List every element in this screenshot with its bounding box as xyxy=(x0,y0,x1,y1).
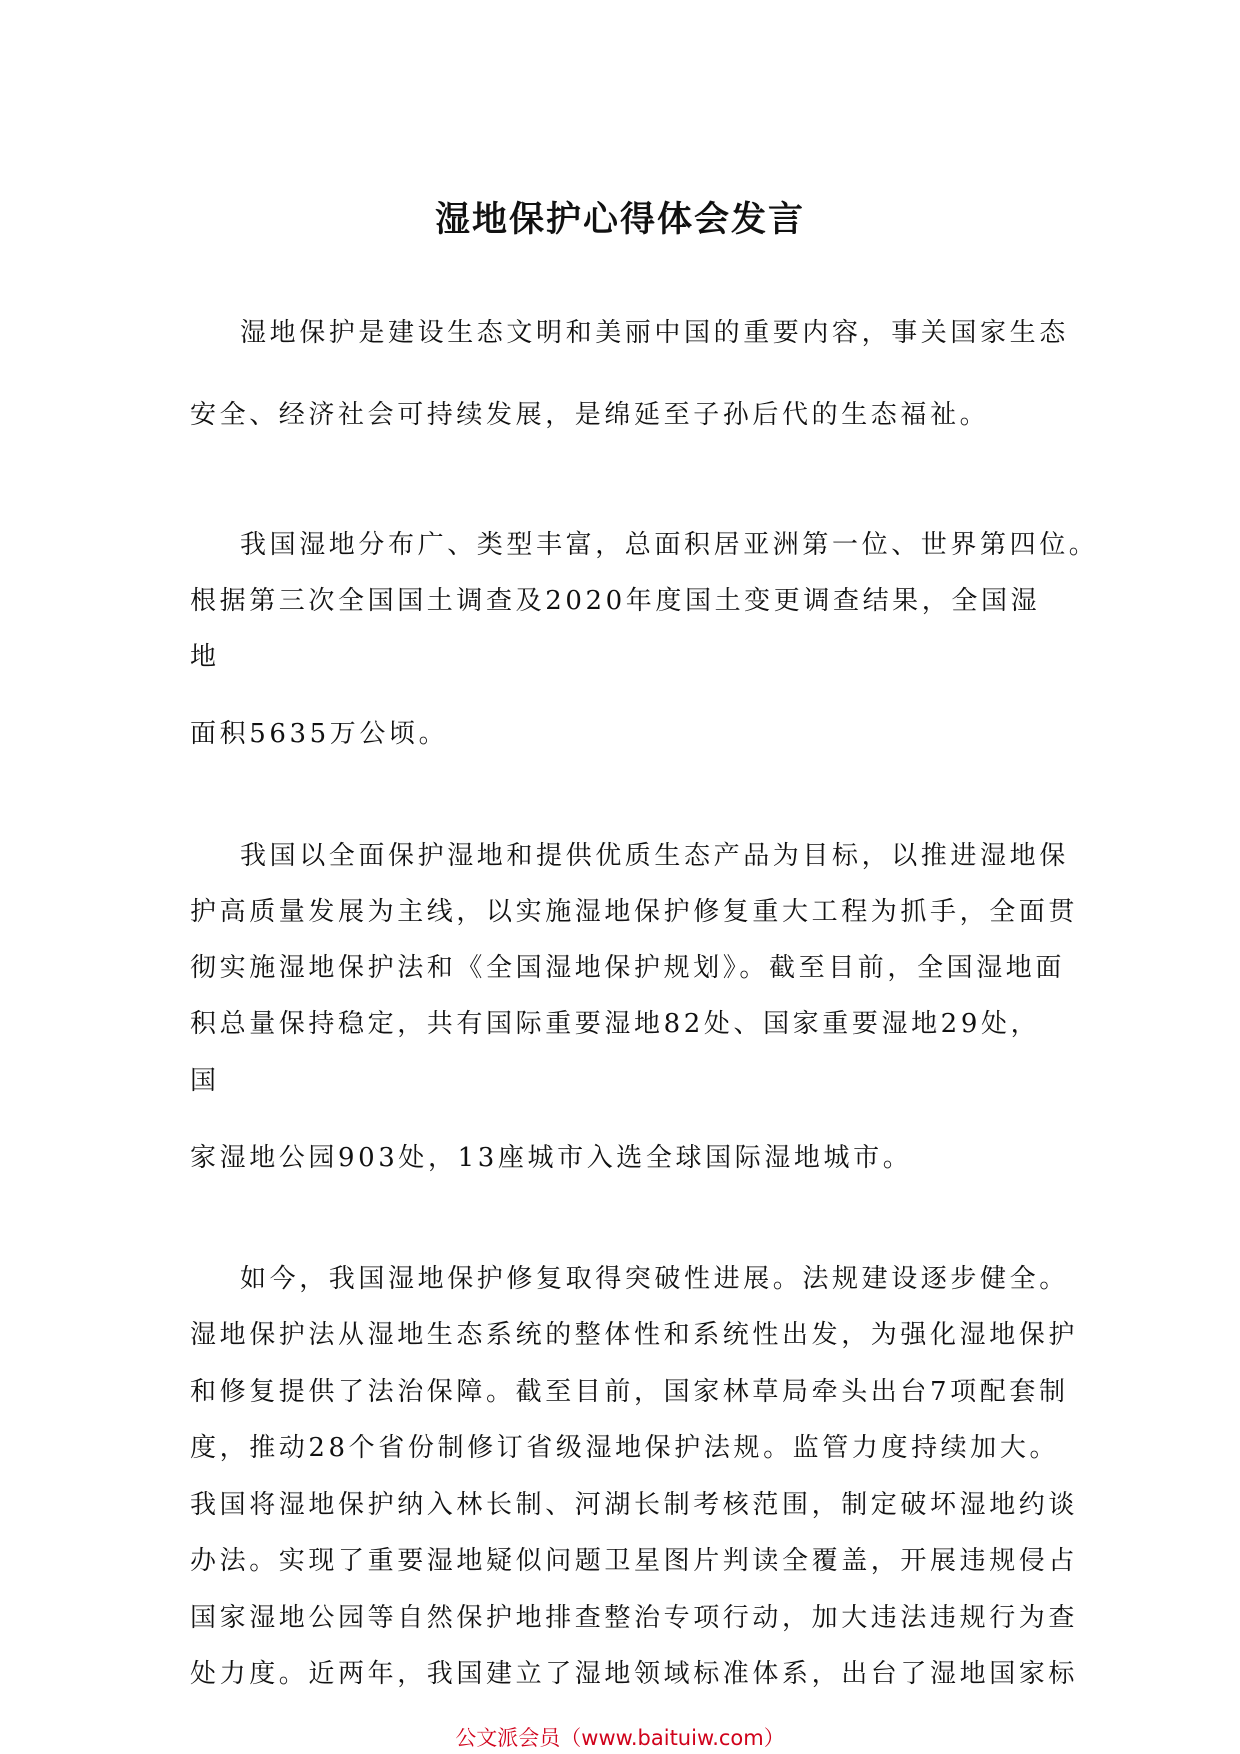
paragraph-line: 安全、经济社会可持续发展，是绵延至子孙后代的生态福祉。 xyxy=(190,400,990,430)
paragraph-line: 国家湿地公园等自然保护地排查整治专项行动，加大违法违规行为查 xyxy=(190,1603,1079,1633)
paragraph-line: 彻实施湿地保护法和《全国湿地保护规划》。截至目前，全国湿地面 xyxy=(190,953,1066,983)
paragraph-line: 湿地保护是建设生态文明和美丽中国的重要内容，事关国家生态 xyxy=(240,318,1069,348)
paragraph-line: 面积5635万公顷。 xyxy=(190,719,449,749)
paragraph-line: 护高质量发展为主线，以实施湿地保护修复重大工程为抓手，全面贯 xyxy=(190,897,1079,927)
paragraph-line: 我国以全面保护湿地和提供优质生态产品为目标，以推进湿地保 xyxy=(240,841,1069,871)
paragraph-line: 家湿地公园903处，13座城市入选全球国际湿地城市。 xyxy=(190,1143,913,1173)
paragraph-line: 国 xyxy=(190,1066,220,1096)
paragraph-line: 处力度。近两年，我国建立了湿地领域标准体系，出台了湿地国家标 xyxy=(190,1659,1079,1689)
paragraph-line: 我国湿地分布广、类型丰富，总面积居亚洲第一位、世界第四位。 xyxy=(240,530,1099,560)
paragraph-line: 度，推动28个省份制修订省级湿地保护法规。监管力度持续加大。 xyxy=(190,1433,1060,1463)
paragraph-line: 积总量保持稳定，共有国际重要湿地82处、国家重要湿地29处， xyxy=(190,1009,1041,1039)
paragraph-line: 根据第三次全国国土调查及2020年度国土变更调查结果，全国湿 xyxy=(190,586,1041,616)
paragraph-line: 我国将湿地保护纳入林长制、河湖长制考核范围，制定破坏湿地约谈 xyxy=(190,1490,1079,1520)
document-title: 湿地保护心得体会发言 xyxy=(434,199,805,240)
paragraph-line: 办法。实现了重要湿地疑似问题卫星图片判读全覆盖，开展违规侵占 xyxy=(190,1546,1079,1576)
paragraph-line: 如今，我国湿地保护修复取得突破性进展。法规建设逐步健全。 xyxy=(240,1264,1069,1294)
paragraph-line: 湿地保护法从湿地生态系统的整体性和系统性出发，为强化湿地保护 xyxy=(190,1320,1079,1350)
paragraph-line: 地 xyxy=(190,642,220,672)
footer-watermark-link[interactable]: 公文派会员（www.baituiw.com） xyxy=(455,1726,785,1750)
paragraph-line: 和修复提供了法治保障。截至目前，国家林草局牵头出台7项配套制 xyxy=(190,1377,1069,1407)
